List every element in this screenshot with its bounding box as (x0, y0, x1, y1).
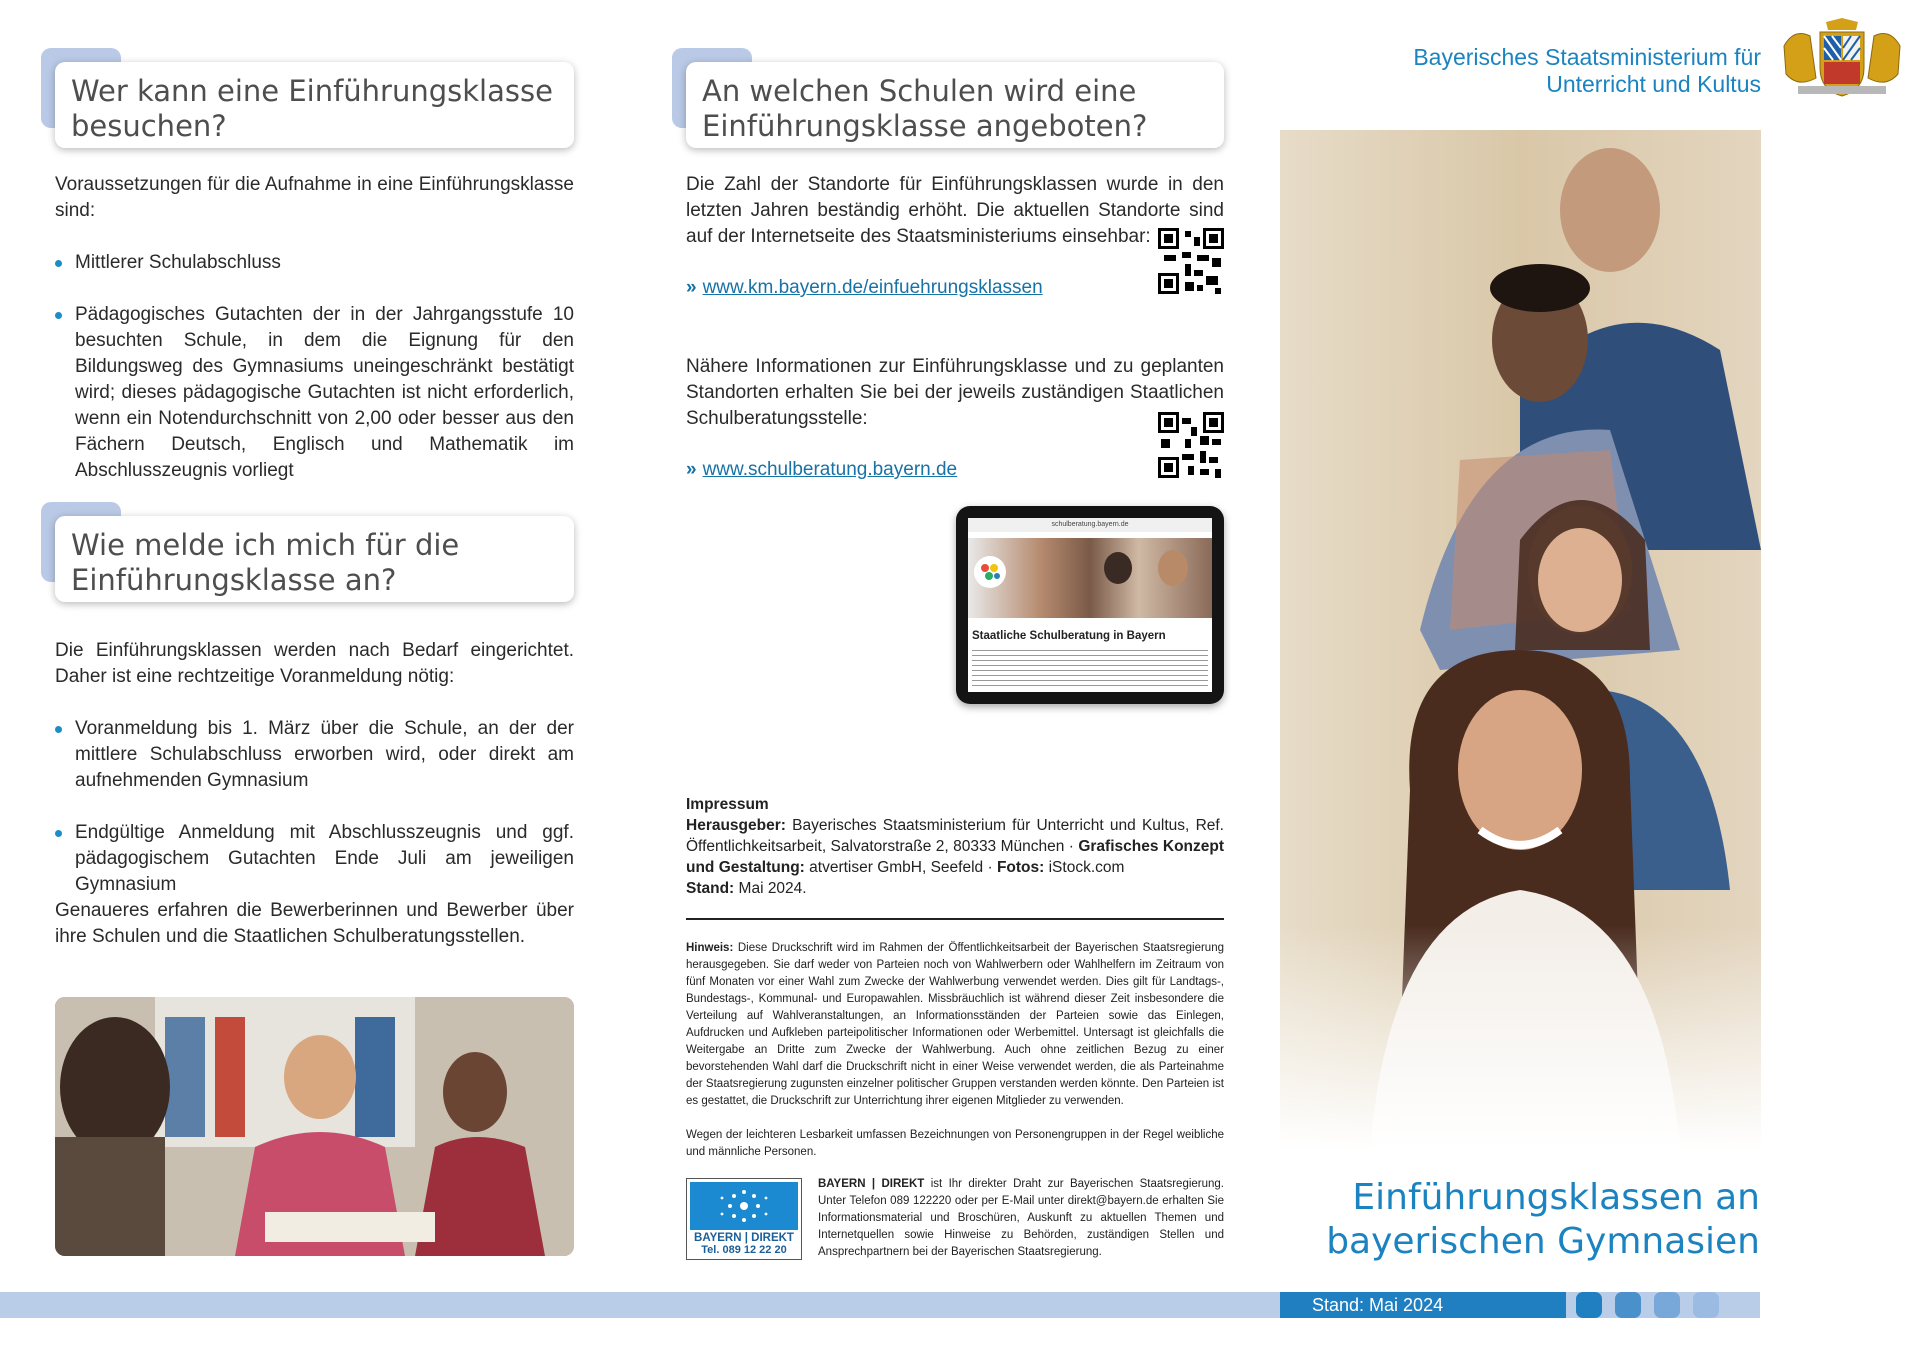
ministry-line1: Bayerisches Staatsministerium für (1413, 44, 1761, 70)
footer-dot-1 (1576, 1292, 1602, 1318)
heading-schools-line1: An welchen Schulen wird eine (702, 74, 1137, 108)
list-item: Pädagogisches Gutachten der in der Jahrgangsstufe 10 besuchten Schule, in dem die Eignung für den Bildungsweg des Gymnasiums uneingeschränkt bestätigt wird; dieses pädagogische Gutachten ist nicht erforderlich, wenn ein Notendurchschnitt von 2,00 oder besser aus den Fächern Deutsch, Englisch und Mathematik im Abschlusszeugnis vorliegt (55, 302, 574, 484)
impressum-grafik: atvertiser GmbH, Seefeld · (809, 859, 993, 876)
tablet-hero-image (968, 538, 1212, 618)
hinweis-text2: Wegen der leichteren Lesbarkeit umfassen Bezeichnungen von Personengruppen in der Regel weibliche und männliche Personen. (686, 1129, 1224, 1158)
bayern-direkt-logo-name: BAYERN | DIREKT (694, 1232, 794, 1244)
impressum-title: Impressum (686, 796, 769, 813)
heading-who-line1: Wer kann eine Einführungsklasse (71, 74, 553, 108)
bayern-direkt-logo (686, 1178, 802, 1260)
tablet-url: schulberatung.bayern.de (1051, 521, 1129, 528)
stand-label: Stand: Mai 2024 (1280, 1292, 1566, 1318)
tablet-page-title: Staatliche Schulberatung in Bayern (972, 630, 1166, 642)
tablet-hero-illustration (968, 538, 1212, 618)
qr-code-km (1158, 228, 1224, 294)
bayern-direkt-logo-graphic (690, 1182, 798, 1230)
tablet-text-lines (972, 650, 1208, 686)
impressum-stand: Mai 2024. (738, 880, 807, 897)
students-photo-illustration (1280, 130, 1761, 1150)
bayern-direkt-text: ist Ihr direkter Draht zur Bayerischen Staatsregierung. Unter Telefon 089 122220 oder per E-Mail unter direkt@bayern.de erhalten Sie Informationsmaterial und Broschüren, Auskunft zu aktuellen Themen und Internetquellen sowie Hinweise zu Behörden, zuständigen Stellen und Ansprechpartnern bei der Bayerischen Staatsregierung. (818, 1178, 1225, 1258)
heading-register-line1: Wie melde ich mich für die (71, 528, 460, 562)
heading-box-who (55, 62, 574, 148)
footer-dot-5 (1732, 1292, 1758, 1318)
qr-code-schulberatung (1158, 412, 1224, 478)
qr-code-icon (1158, 412, 1224, 478)
link-schulberatung[interactable]: www.schulberatung.bayern.de (702, 459, 958, 480)
schools-para1: Die Zahl der Standorte für Einführungsklassen wurde in den letzten Jahren beständig erhöht. Die aktuellen Standorte sind auf der Internetseite des Staatsministeriums einsehbar: (686, 174, 1224, 247)
impressum (686, 794, 1224, 899)
link-km-einfuehrungsklassen[interactable]: www.km.bayern.de/einfuehrungsklassen (702, 277, 1043, 298)
students-photo (1280, 130, 1761, 1150)
schools-para2: Nähere Informationen zur Einführungsklasse und zu geplanten Standorten erhalten Sie bei der jeweils zuständigen Staatlichen Schulberatungsstelle: (686, 356, 1224, 429)
brochure-title-line2: bayerischen Gymnasien (1326, 1221, 1760, 1262)
footer-dot-2 (1615, 1292, 1641, 1318)
link-arrow-icon: » (686, 277, 697, 298)
register-outro: Genaueres erfahren die Bewerberinnen und Bewerber über ihre Schulen und die Staatlichen Schulberatungsstellen. (55, 900, 574, 947)
list-item: Mittlerer Schulabschluss (55, 250, 574, 276)
hinweis (686, 940, 1224, 1161)
tablet-screen (968, 518, 1212, 692)
impressum-stand-label: Stand: (686, 880, 735, 897)
tablet-screenshot (956, 506, 1224, 704)
bayern-direkt-logo-phone: Tel. 089 12 22 20 (701, 1244, 787, 1256)
classroom-photo (55, 997, 574, 1256)
brochure-title-line1: Einführungsklassen an (1352, 1177, 1760, 1218)
footer-dot-3 (1654, 1292, 1680, 1318)
link-arrow-icon: » (686, 459, 697, 480)
list-item: Endgültige Anmeldung mit Abschlusszeugnis und ggf. pädagogischem Gutachten Ende Juli am jeweiligen Gymnasium (55, 820, 574, 898)
sun-icon (690, 1182, 798, 1230)
classroom-photo-illustration (55, 997, 574, 1256)
link-row-km (686, 277, 1043, 299)
register-bullet-list (55, 716, 574, 924)
ministry-name (1300, 44, 1761, 98)
bayern-direkt-label: BAYERN | DIREKT (818, 1178, 925, 1190)
impressum-grafik-label: Grafisches Konzept und Gestaltung: (686, 838, 1225, 876)
hinweis-text: Diese Druckschrift wird im Rahmen der Öffentlichkeitsarbeit der Bayerischen Staatsregierung herausgegeben. Sie darf weder von Parteien noch von Wahlwerbern oder Wahlhelfern im Zeitraum von fünf Monaten vor einer Wahl zum Zwecke der Wahlwerbung verwendet werden. Dies gilt für Landtags-, Bundestags-, Kommunal- und Europawahlen. Missbräuchlich ist während dieser Zeit insbesondere die Verteilung auf Wahlveranstaltungen, an Informationsständen der Parteien sowie das Einlegen, Aufdrucken und Aufkleben parteipolitischer Informationen oder Werbemittel. Untersagt ist gleichfalls die Weitergabe an Dritte zum Zwecke der Wahlwerbung. Auch ohne zeitlichen Bezug zu einer bevorstehenden Wahl darf die Druckschrift nicht in einer Weise verwendet werden, die als Parteinahme der Staatsregierung zugunsten einzelner politischer Gruppen verstanden werden könnte. Den Parteien ist es gestattet, die Druckschrift zur Unterrichtung ihrer eigenen Mitglieder zu verwenden. (686, 942, 1224, 1107)
who-bullet-list (55, 250, 574, 510)
bayern-direkt-info (818, 1176, 1224, 1261)
impressum-body (686, 815, 1224, 899)
brochure-title (1280, 1176, 1760, 1264)
impressum-fotos: iStock.com (1048, 859, 1125, 876)
qr-code-icon (1158, 228, 1224, 294)
impressum-herausgeber-label: Herausgeber: (686, 817, 786, 834)
ministry-line2: Unterricht und Kultus (1546, 71, 1761, 97)
tablet-url-bar (968, 518, 1212, 532)
impressum-divider (686, 918, 1224, 920)
heading-box-register (55, 516, 574, 602)
impressum-fotos-label: Fotos: (996, 859, 1045, 876)
heading-box-schools (686, 62, 1224, 148)
coat-of-arms-icon (1776, 18, 1908, 98)
heading-register-line2: Einführungsklasse an? (71, 563, 397, 597)
heading-schools-line2: Einführungsklasse angeboten? (702, 109, 1148, 143)
link-row-schulberatung (686, 459, 957, 481)
list-item: Voranmeldung bis 1. März über die Schule, an der der mittlere Schulabschluss erworben wird, oder direkt am aufnehmenden Gymnasium (55, 716, 574, 794)
impressum-herausgeber: Bayerisches Staatsministerium für Unterricht und Kultus, Ref. Öffentlichkeitsarbeit, Salvatorstraße 2, 80333 München · (686, 817, 1224, 855)
register-intro: Die Einführungsklassen werden nach Bedarf eingerichtet. Daher ist eine rechtzeitige Voranmeldung nötig: (55, 640, 574, 687)
bavarian-coat-of-arms (1776, 18, 1908, 98)
heading-who-line2: besuchen? (71, 109, 227, 143)
who-intro: Voraussetzungen für die Aufnahme in eine Einführungsklasse sind: (55, 174, 574, 221)
hinweis-label: Hinweis: (686, 942, 734, 954)
footer-dot-4 (1693, 1292, 1719, 1318)
